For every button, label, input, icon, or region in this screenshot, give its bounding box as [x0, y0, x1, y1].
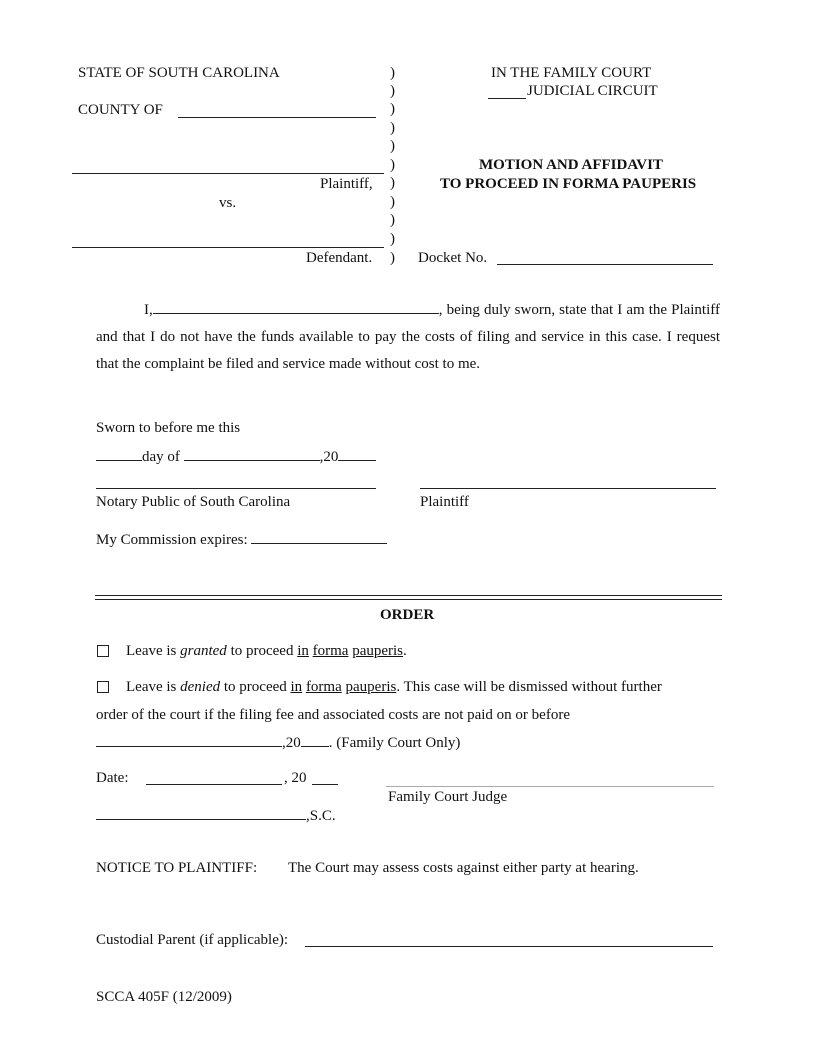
- caption-paren: ): [390, 250, 395, 266]
- granted-prefix: Leave is: [126, 643, 177, 659]
- caption-paren: ): [390, 194, 395, 210]
- plaintiff-label: Plaintiff,: [320, 176, 373, 192]
- court-name: IN THE FAMILY COURT: [491, 65, 652, 81]
- custodial-label: Custodial Parent (if applicable):: [96, 932, 289, 948]
- defendant-label: Defendant.: [306, 250, 373, 266]
- granted-end: .: [403, 643, 407, 659]
- judge-label: Family Court Judge: [388, 789, 508, 805]
- denied-prefix: Leave is: [126, 679, 177, 695]
- granted-forma: forma: [312, 643, 349, 659]
- date-label: Date:: [96, 770, 129, 786]
- granted-word: granted: [180, 643, 227, 659]
- county-label: COUNTY OF: [78, 102, 163, 118]
- denied-word: denied: [180, 679, 221, 695]
- notice-label: NOTICE TO PLAINTIFF:: [96, 860, 258, 876]
- sc-suffix: ,S.C.: [306, 808, 336, 824]
- sworn-day-field[interactable]: [96, 447, 142, 461]
- order-year-field[interactable]: [312, 784, 338, 785]
- vs-label: vs.: [219, 195, 237, 211]
- deadline-year-field[interactable]: [301, 733, 329, 747]
- caption-paren: ): [390, 138, 395, 154]
- order-date-year-prefix: , 20: [284, 770, 307, 786]
- sworn-month-field[interactable]: [184, 447, 320, 461]
- denied-mid: to proceed: [223, 679, 287, 695]
- granted-mid: to proceed: [230, 643, 294, 659]
- state-label: STATE OF SOUTH CAROLINA: [78, 65, 280, 81]
- form-title-line2: TO PROCEED IN FORMA PAUPERIS: [440, 176, 697, 192]
- location-line: [96, 806, 336, 825]
- deadline-date-field[interactable]: [96, 733, 282, 747]
- denied-in: in: [290, 679, 303, 695]
- caption-paren: ): [390, 65, 395, 81]
- plaintiff-signature-label: Plaintiff: [420, 494, 469, 510]
- affiant-name-field[interactable]: [153, 300, 439, 314]
- notary-signature-line[interactable]: [96, 488, 376, 489]
- caption-paren: ): [390, 157, 395, 173]
- docket-label: Docket No.: [418, 250, 488, 266]
- commission-line: [96, 530, 387, 549]
- deadline-note: . (Family Court Only): [328, 735, 461, 751]
- notice-text: The Court may assess costs against either party at hearing.: [288, 860, 639, 876]
- commission-label: My Commission expires:: [96, 532, 248, 548]
- form-title-line1: MOTION AND AFFIDAVIT: [479, 157, 663, 173]
- denied-checkbox[interactable]: [97, 681, 109, 693]
- denied-forma: forma: [305, 679, 342, 695]
- plaintiff-signature-line[interactable]: [420, 488, 716, 489]
- caption-paren: ): [390, 231, 395, 247]
- order-heading: ORDER: [380, 607, 435, 623]
- deadline-year-prefix: ,20: [282, 735, 301, 751]
- caption-paren: ): [390, 83, 395, 99]
- form-id: SCCA 405F (12/2009): [96, 989, 232, 1005]
- sworn-date-line: [96, 447, 376, 466]
- order-divider: [95, 599, 722, 600]
- sworn-label: Sworn to before me this: [96, 420, 241, 436]
- caption-paren: ): [390, 101, 395, 117]
- plaintiff-name-field[interactable]: [72, 173, 384, 174]
- notary-label: Notary Public of South Carolina: [96, 494, 291, 510]
- county-field[interactable]: [178, 117, 376, 118]
- order-divider: [95, 595, 722, 596]
- denied-tail: . This case will be dismissed without further: [396, 679, 662, 695]
- sworn-year-field[interactable]: [338, 447, 376, 461]
- granted-line: [126, 642, 407, 660]
- caption-paren: ): [390, 212, 395, 228]
- judge-signature-line[interactable]: [386, 786, 714, 787]
- denied-pauperis: pauperis: [345, 679, 397, 695]
- granted-in: in: [297, 643, 309, 659]
- affidavit-i: I,: [144, 302, 153, 318]
- granted-checkbox[interactable]: [97, 645, 109, 657]
- circuit-label: JUDICIAL CIRCUIT: [527, 83, 658, 99]
- commission-expiry-field[interactable]: [251, 530, 387, 544]
- denied-line: [126, 678, 662, 696]
- caption-paren: ): [390, 175, 395, 191]
- sworn-year-prefix: ,20: [319, 449, 339, 465]
- granted-pauperis: pauperis: [352, 643, 404, 659]
- affidavit-paragraph: [96, 297, 720, 378]
- caption-paren: ): [390, 120, 395, 136]
- circuit-number-field[interactable]: [488, 98, 526, 99]
- custodial-parent-field[interactable]: [305, 946, 713, 947]
- day-of-label: day of: [142, 449, 180, 465]
- docket-number-field[interactable]: [497, 264, 713, 265]
- denied-line2: order of the court if the filing fee and associated costs are not paid on or before: [96, 707, 570, 723]
- location-field[interactable]: [96, 806, 306, 820]
- defendant-name-field[interactable]: [72, 247, 384, 248]
- order-date-field[interactable]: [146, 784, 282, 785]
- denied-line3: [96, 733, 460, 752]
- affidavit-text: , being duly sworn, state that I am the Plaintiff and that I do not have the funds available to pay the costs of filing and service in this case. I request that the complaint be filed and service made without cost to me.: [96, 302, 720, 372]
